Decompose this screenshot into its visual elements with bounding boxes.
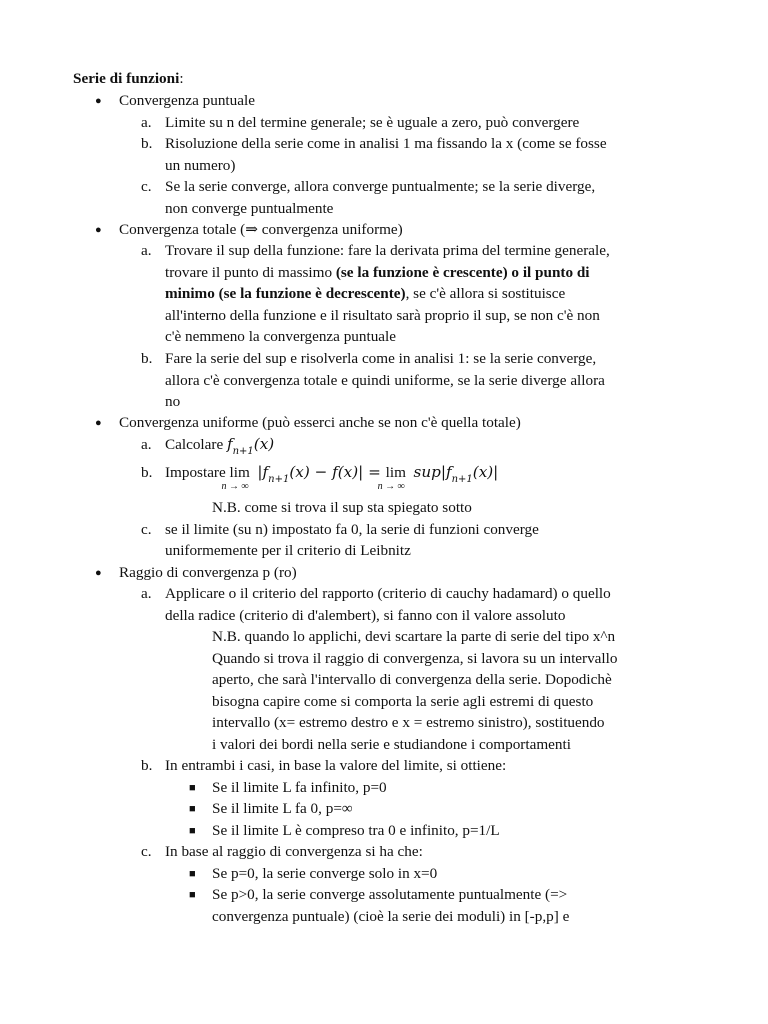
- limit-operator: lim n → ∞: [221, 464, 250, 492]
- sub-list-item: Se p>0, la serie converge assolutamente puntualmente (=>: [212, 886, 568, 903]
- note-text: N.B. come si trova il sup sta spiegato sotto: [212, 499, 472, 516]
- list-marker: a.: [141, 436, 152, 453]
- note-text: i valori dei bordi nella serie e studiandone i comportamenti: [212, 736, 571, 753]
- bullet-icon: ●: [95, 567, 102, 579]
- section-heading-convergenza-puntuale: Convergenza puntuale: [119, 92, 255, 109]
- list-marker: b.: [141, 757, 153, 774]
- note-text: Quando si trova il raggio di convergenza, si lavora su un intervallo: [212, 650, 618, 667]
- list-item: Trovare il sup della funzione: fare la derivata prima del termine generale,: [165, 242, 610, 259]
- note-text: intervallo (x= estremo destro e x = estremo sinistro), sostituendo: [212, 714, 605, 731]
- note-text: bisogna capire come si comporta la serie agli estremi di questo: [212, 693, 594, 710]
- list-marker: c.: [141, 521, 152, 538]
- note-text: aperto, che sarà l'intervallo di convergenza della serie. Dopodichè: [212, 671, 612, 688]
- list-item-continuation: c'è nemmeno la convergenza puntuale: [165, 328, 397, 345]
- sub-list-item: Se il limite L è compreso tra 0 e infinito, p=1/L: [212, 822, 500, 839]
- math-formula: $|f_{n+1}(x) - f(x)|$ =: [257, 463, 386, 485]
- list-marker: c.: [141, 843, 152, 860]
- note-text: N.B. quando lo applichi, devi scartare la parte di serie del tipo x^n: [212, 628, 616, 645]
- list-item: se il limite (su n) impostato fa 0, la serie di funzioni converge: [165, 521, 539, 538]
- list-marker: c.: [141, 178, 152, 195]
- list-item: Impostare lim n → ∞ $|f_{n+1}(x) - f(x)| = \lim$ n → ∞ $sup|f_{n+1}(x)|$: [165, 463, 499, 492]
- list-item: In base al raggio di convergenza si ha che:: [165, 843, 423, 860]
- list-marker: b.: [141, 464, 153, 481]
- bullet-icon: ●: [95, 224, 102, 236]
- list-item: Limite su n del termine generale; se è uguale a zero, può convergere: [165, 114, 580, 131]
- document-title: Serie di funzioni:: [73, 70, 184, 87]
- section-heading-convergenza-totale: Convergenza totale (⇒ convergenza uniforme): [119, 221, 403, 238]
- list-marker: b.: [141, 135, 153, 152]
- math-formula: $sup|f_{n+1}(x)|$: [413, 463, 499, 485]
- list-marker: a.: [141, 242, 152, 259]
- list-item-continuation: un numero): [165, 157, 236, 174]
- square-bullet-icon: ■: [189, 825, 196, 837]
- list-item: In entrambi i casi, in base la valore del limite, si ottiene:: [165, 757, 507, 774]
- list-item: Calcolare $f_{n+1}(x)$: [165, 435, 275, 457]
- section-heading-convergenza-uniforme: Convergenza uniforme (può esserci anche se non c'è quella totale): [119, 414, 521, 431]
- list-item: Fare la serie del sup e risolverla come in analisi 1: se la serie converge,: [165, 350, 597, 367]
- sub-list-item-continuation: convergenza puntuale) (cioè la serie dei moduli) in [-p,p] e: [212, 908, 570, 925]
- sub-list-item: Se p=0, la serie converge solo in x=0: [212, 865, 438, 882]
- sub-list-item: Se il limite L fa infinito, p=0: [212, 779, 387, 796]
- list-marker: a.: [141, 114, 152, 131]
- square-bullet-icon: ■: [189, 889, 196, 901]
- list-item-continuation: all'interno della funzione e il risultato sarà proprio il sup, se non c'è non: [165, 307, 600, 324]
- bullet-icon: ●: [95, 417, 102, 429]
- list-marker: b.: [141, 350, 153, 367]
- sub-list-item: Se il limite L fa 0, p=∞: [212, 800, 353, 817]
- list-item: Se la serie converge, allora converge puntualmente; se la serie diverge,: [165, 178, 596, 195]
- list-item-continuation: trovare il punto di massimo (se la funzione è crescente) o il punto di: [165, 264, 590, 281]
- square-bullet-icon: ■: [189, 803, 196, 815]
- section-heading-raggio-di-convergenza: Raggio di convergenza p (ro): [119, 564, 297, 581]
- list-item-continuation: minimo (se la funzione è decrescente), se c'è allora si sostituisce: [165, 285, 566, 302]
- bullet-icon: ●: [95, 95, 102, 107]
- list-item: Applicare o il criterio del rapporto (criterio di cauchy hadamard) o quello: [165, 585, 611, 602]
- list-item-continuation: no: [165, 393, 181, 410]
- list-item-continuation: non converge puntualmente: [165, 200, 334, 217]
- limit-operator: lim n → ∞: [377, 464, 406, 492]
- list-marker: a.: [141, 585, 152, 602]
- math-formula: $f_{n+1}(x)$: [226, 435, 275, 457]
- list-item-continuation: uniformemente per il criterio di Leibnitz: [165, 542, 411, 559]
- square-bullet-icon: ■: [189, 782, 196, 794]
- square-bullet-icon: ■: [189, 868, 196, 880]
- list-item-continuation: allora c'è convergenza totale e quindi uniforme, se la serie diverge allora: [165, 372, 605, 389]
- list-item-continuation: della radice (criterio di d'alembert), si fanno con il valore assoluto: [165, 607, 566, 624]
- list-item: Risoluzione della serie come in analisi 1 ma fissando la x (come se fosse: [165, 135, 607, 152]
